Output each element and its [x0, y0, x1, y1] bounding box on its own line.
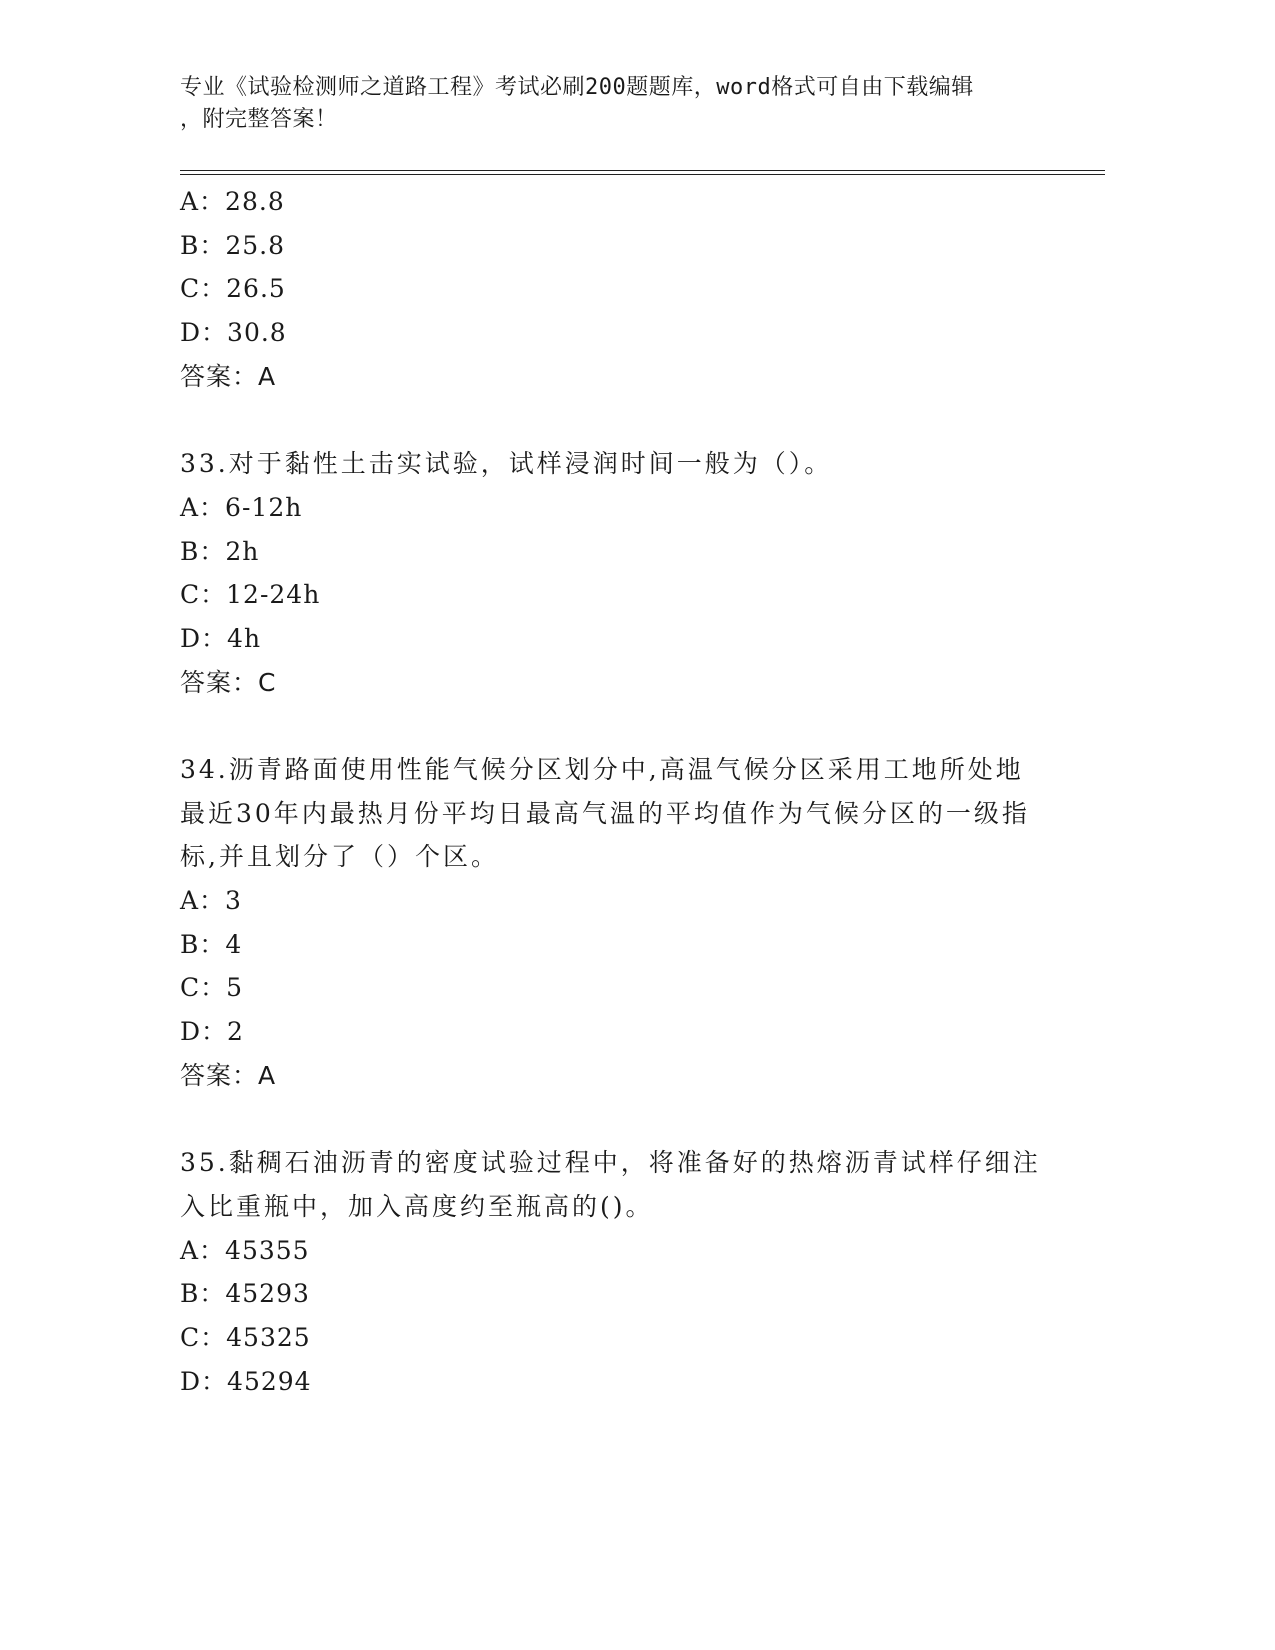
option-line: A：6-12h: [180, 492, 303, 522]
document-header: [180, 72, 1105, 136]
option-line: C：26.5: [180, 274, 286, 304]
option-line: B：25.8: [180, 230, 286, 260]
option-line: C：45325: [180, 1322, 311, 1352]
question-text-line: 最近30年内最热月份平均日最高气温的平均值作为气候分区的一级指: [180, 798, 1030, 828]
answer-line: 答案：A: [180, 1060, 277, 1090]
option-line: A：28.8: [180, 187, 285, 216]
header-title-line-1: 专业《试验检测师之道路工程》考试必刷200题题库，word格式可自由下载编辑: [180, 75, 974, 100]
question-text-line: 35.黏稠石油沥青的密度试验过程中，将准备好的热熔沥青试样仔细注: [180, 1148, 1041, 1178]
question-text-line: 34.沥青路面使用性能气候分区划分中,高温气候分区采用工地所处地: [180, 754, 1024, 784]
option-line: B：2h: [180, 536, 260, 566]
question-text-line: 标,并且划分了（）个区。: [180, 842, 499, 872]
question-text-line: 入比重瓶中，加入高度约至瓶高的()。: [180, 1191, 654, 1221]
spacer: [180, 1097, 1105, 1141]
answer-line: 答案：A: [180, 361, 277, 391]
header-divider: [180, 170, 1105, 175]
spacer: [180, 398, 1105, 442]
question-text-line: 33.对于黏性土击实试验，试样浸润时间一般为（）。: [180, 449, 833, 479]
option-line: C：12-24h: [180, 580, 321, 610]
option-line: A：45355: [180, 1235, 310, 1265]
option-line: D：45294: [180, 1366, 312, 1396]
option-line: D：4h: [180, 623, 262, 653]
header-title-line-2: ，附完整答案！: [180, 107, 338, 132]
option-line: B：4: [180, 929, 243, 959]
option-line: C：5: [180, 973, 244, 1003]
option-line: D：30.8: [180, 318, 287, 348]
spacer: [180, 704, 1105, 748]
option-line: B：45293: [180, 1279, 310, 1309]
answer-line: 答案：C: [180, 667, 277, 697]
option-line: A：3: [180, 886, 242, 915]
option-line: D：2: [180, 1017, 244, 1047]
question-list: [180, 180, 1105, 1403]
